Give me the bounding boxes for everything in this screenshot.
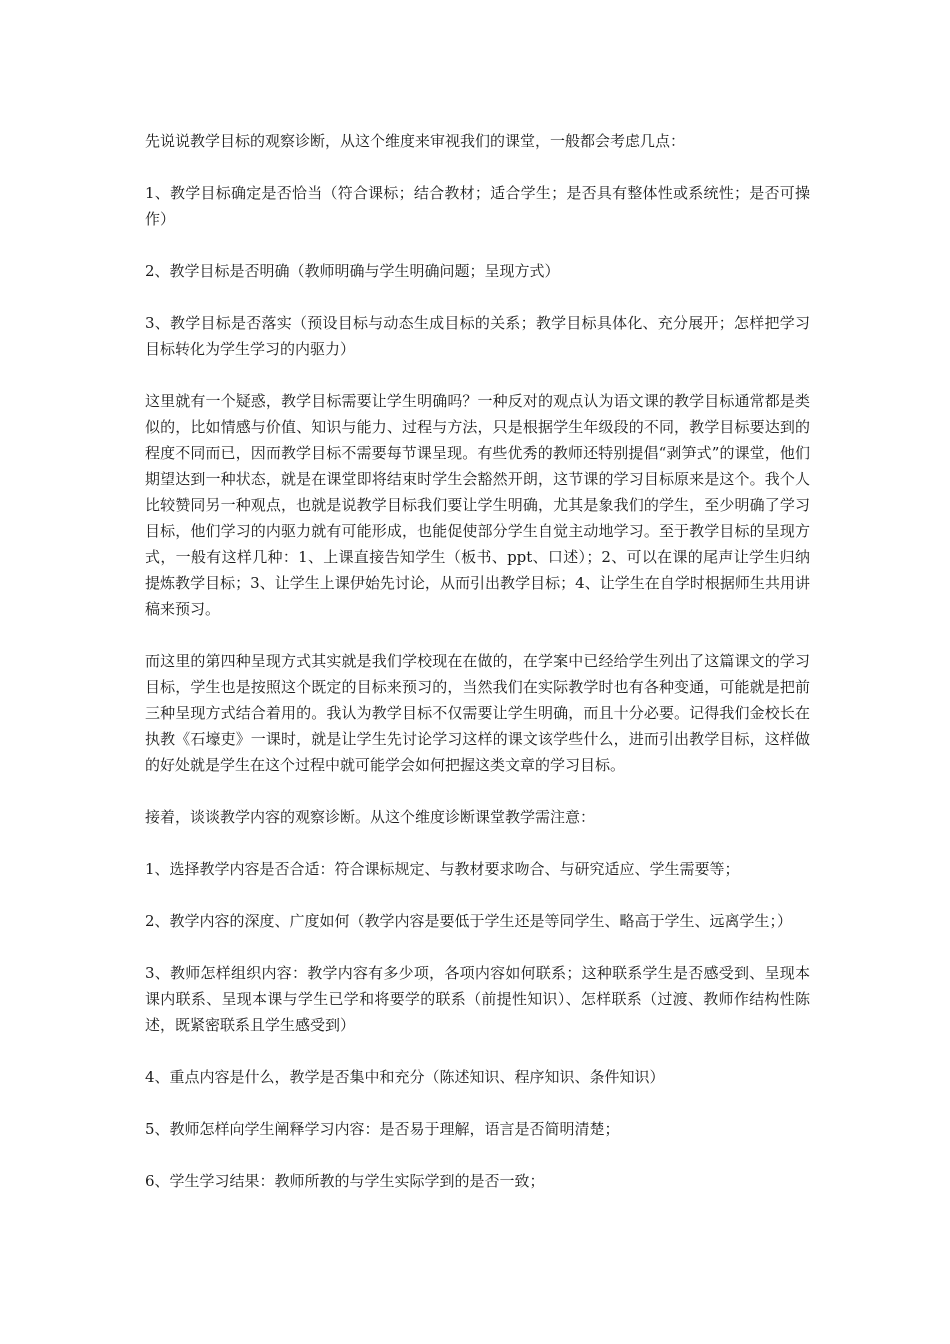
discussion-paragraph: 这里就有一个疑惑，教学目标需要让学生明确吗？一种反对的观点认为语文课的教学目标通常都是类似的，比如情感与价值、知识与能力、过程与方法，只是根据学生年级段的不同，教学目标要达到的程度不同而已，因而教学目标不需要每节课呈现。有些优秀的教师还特别提倡“剥笋式”的课堂，他们期望达到一种状态，就是在课堂即将结束时学生会豁然开朗，这节课的学习目标原来是这个。我个人比较赞同另一种观点，也就是说教学目标我们要让学生明确，尤其是象我们的学生，至少明确了学习目标，他们学习的内驱力就有可能形成，也能促使部分学生自觉主动地学习。至于教学目标的呈现方式，一般有这样几种：1、上课直接告知学生（板书、ppt、口述）；2、可以在课的尾声让学生归纳提炼教学目标；3、让学生上课伊始先讨论，从而引出教学目标；4、让学生在自学时根据师生共用讲稿来预习。: [145, 392, 810, 618]
intro-paragraph: 先说说教学目标的观察诊断，从这个维度来审视我们的课堂，一般都会考虑几点：: [145, 132, 686, 150]
content-intro-paragraph: 接着，谈谈教学内容的观察诊断。从这个维度诊断课堂教学需注意：: [145, 808, 596, 826]
goal-item-3: 3、教学目标是否落实（预设目标与动态生成目标的关系；教学目标具体化、充分展开；怎样把学习目标转化为学生学习的内驱力）: [145, 314, 810, 358]
content-item-1: 1、选择教学内容是否合适：符合课标规定、与教材要求吻合、与研究适应、学生需要等；: [145, 860, 740, 878]
content-item-6: 6、学生学习结果：教师所教的与学生实际学到的是否一致；: [145, 1172, 545, 1190]
goal-item-2: 2、教学目标是否明确（教师明确与学生明确问题；呈现方式）: [145, 262, 560, 280]
content-item-5: 5、教师怎样向学生阐释学习内容：是否易于理解，语言是否简明清楚；: [145, 1120, 620, 1138]
content-item-2: 2、教学内容的深度、广度如何（教学内容是要低于学生还是等同学生、略高于学生、远离学生；）: [145, 912, 793, 930]
content-item-4: 4、重点内容是什么，教学是否集中和充分（陈述知识、程序知识、条件知识）: [145, 1068, 665, 1086]
goal-item-1: 1、教学目标确定是否恰当（符合课标；结合教材；适合学生；是否具有整体性或系统性；是否可操作）: [145, 184, 810, 228]
school-practice-paragraph: 而这里的第四种呈现方式其实就是我们学校现在在做的，在学案中已经给学生列出了这篇课文的学习目标，学生也是按照这个既定的目标来预习的，当然我们在实际教学时也有各种变通，可能就是把前三种呈现方式结合着用的。我认为教学目标不仅需要让学生明确，而且十分必要。记得我们金校长在执教《石壕吏》一课时，就是让学生先讨论学习这样的课文该学些什么，进而引出教学目标，这样做的好处就是学生在这个过程中就可能学会如何把握这类文章的学习目标。: [145, 652, 810, 774]
document-body: [145, 128, 810, 1220]
content-item-3: 3、教师怎样组织内容：教学内容有多少项，各项内容如何联系；这种联系学生是否感受到、呈现本课内联系、呈现本课与学生已学和将要学的联系（前提性知识）、怎样联系（过渡、教师作结构性陈述，既紧密联系且学生感受到）: [145, 964, 810, 1034]
